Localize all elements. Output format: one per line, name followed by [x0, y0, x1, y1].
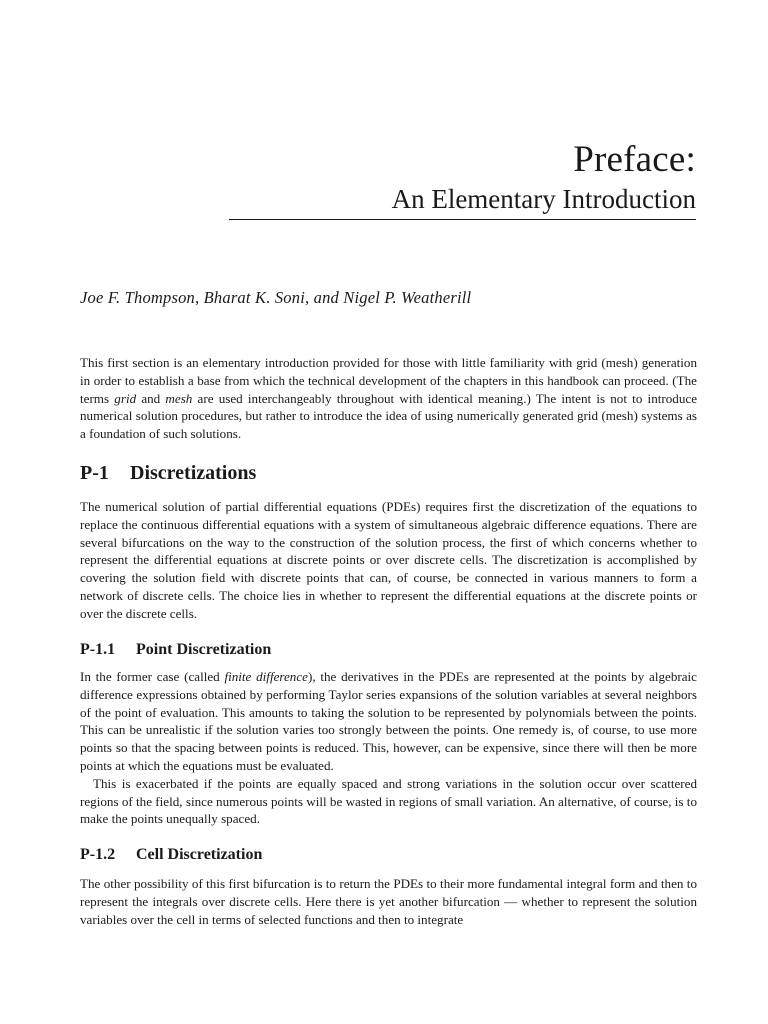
- section-title: Discretizations: [130, 462, 257, 484]
- intro-text-2: and: [136, 390, 166, 406]
- subsection-p1-1-paragraph-2: This is exacerbated if the points are equally spaced and strong variations in the solution occur over scattered regions of the field, since numerous points will be wasted in regions of small variation. An alternative, of course, is to make the points unequally spaced.: [80, 775, 697, 827]
- subsection-p1-1-paragraph-1: [80, 668, 697, 775]
- section-heading-p1: [80, 462, 256, 485]
- subsection-heading-p1-2: [80, 846, 262, 864]
- title-rule: [229, 219, 696, 220]
- subsection-p1-2-paragraph: The other possibility of this first bifurcation is to return the PDEs to their more fundamental integral form and then to represent the integrals over discrete cells. Here there is yet another bifurcation — whether to represent the solution variables over the cell in terms of selected functions and then to integrate: [80, 876, 697, 927]
- p1-1-text-2: ), the derivatives in the PDEs are represented at the points by algebraic difference expressions obtained by performing Taylor series expansions of the solution variables at several neighbors of the point of evaluation. This amounts to taking the solution to be represented by polynomials between the points. This can be unrealistic if the solution varies too strongly between the points. One remedy is, of course, to use more points so that the spacing between points is reduced. This, however, can be expensive, since there will then be more points at which the equations must be evaluated.: [80, 669, 697, 773]
- section-p1-text: The numerical solution of partial differential equations (PDEs) requires first the discretization of the equations to replace the continuous differential equations with a system of simultaneous algebraic difference equations. There are several bifurcations on the way to the construction of the solution process, the first of which concerns whether to represent the differential equations at discrete points or over discrete cells. The discretization is accomplished by covering the solution field with discrete points that can, of course, be connected in various manners to form a network of discrete cells. The choice lies in whether to represent the differential equations at the discrete points or over the discrete cells.: [80, 499, 697, 621]
- intro-text-3: are used interchangeably throughout with identical meaning.) The intent is not to introduce numerical solution procedures, but rather to introduce the idea of using numerically generated grid (mesh) systems as a foundation of such solutions.: [80, 390, 698, 442]
- p1-1-emphasis: finite difference: [224, 669, 308, 684]
- subsection-title: Point Discretization: [136, 641, 272, 658]
- chapter-heading: [392, 138, 696, 216]
- subsection-p1-1-body: [80, 668, 697, 828]
- intro-emphasis-mesh: mesh: [165, 390, 193, 406]
- chapter-title: An Elementary Introduction: [391, 184, 696, 214]
- subsection-number: P-1.2: [80, 846, 116, 863]
- subsection-title: Cell Discretization: [136, 846, 263, 863]
- intro-text-1: This first section is an elementary introduction provided for those with little familiarity with grid (mesh) generation in order to establish a base from which the technical development of the chapters in this handbook can proceed. (The terms: [80, 355, 697, 406]
- p1-1-text-1: In the former case (called: [80, 669, 225, 684]
- author-line: Joe F. Thompson, Bharat K. Soni, and Nigel P. Weatherill: [80, 288, 472, 307]
- intro-paragraph: [80, 354, 697, 443]
- subsection-heading-p1-1: [80, 641, 271, 659]
- intro-emphasis-grid: grid: [114, 390, 137, 406]
- section-p1-paragraph: [80, 498, 697, 623]
- subsection-p1-2-body: [80, 875, 697, 928]
- chapter-label: Preface:: [573, 139, 696, 180]
- subsection-number: P-1.1: [80, 641, 116, 658]
- section-number: P-1: [80, 462, 109, 484]
